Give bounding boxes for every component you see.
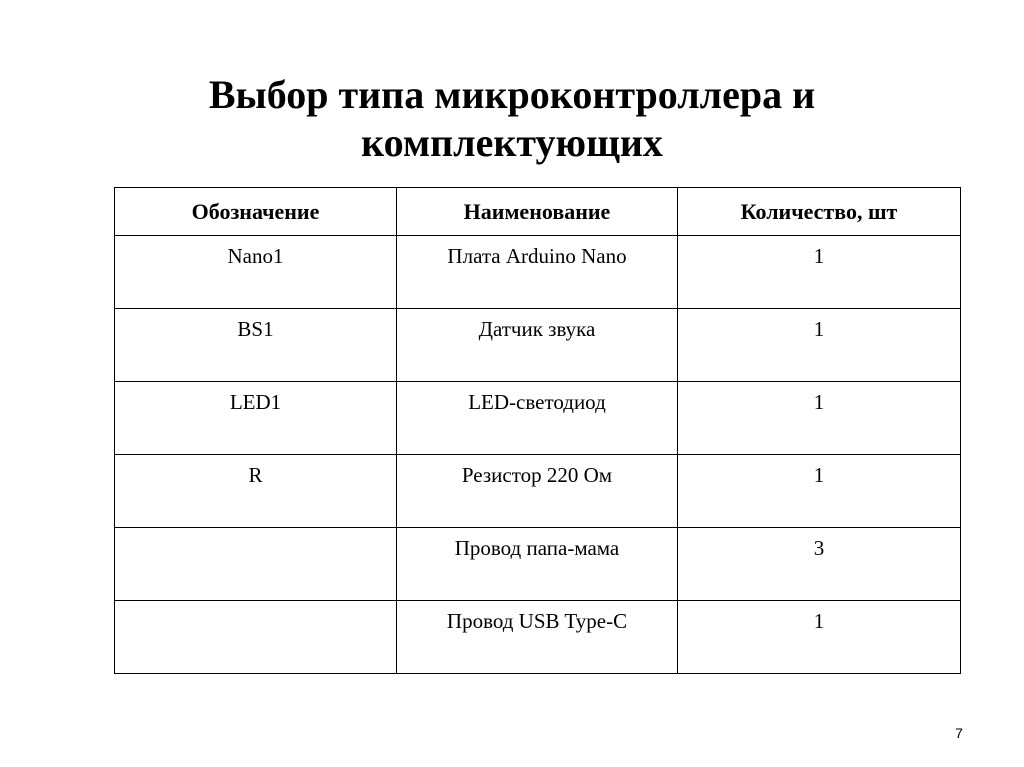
name-cell: Резистор 220 Ом (397, 455, 678, 528)
table-row (115, 382, 961, 455)
page-title (0, 71, 1024, 167)
column-header-quantity: Количество, шт (678, 188, 961, 236)
column-header-designation: Обозначение (115, 188, 397, 236)
quantity-cell: 1 (678, 382, 961, 455)
table-header-row (115, 188, 961, 236)
quantity-cell: 1 (678, 601, 961, 674)
components-table (114, 187, 961, 674)
table-row (115, 528, 961, 601)
quantity-cell: 1 (678, 455, 961, 528)
table-row (115, 236, 961, 309)
quantity-cell: 1 (678, 309, 961, 382)
quantity-cell: 1 (678, 236, 961, 309)
quantity-cell: 3 (678, 528, 961, 601)
designation-cell: LED1 (115, 382, 397, 455)
table-row (115, 309, 961, 382)
column-header-name: Наименование (397, 188, 678, 236)
name-cell: Провод папа-мама (397, 528, 678, 601)
name-cell: Плата Arduino Nano (397, 236, 678, 309)
designation-cell: R (115, 455, 397, 528)
page-title-line-1: Выбор типа микроконтроллера и (208, 71, 816, 117)
designation-cell (115, 528, 397, 601)
designation-cell: Nano1 (115, 236, 397, 309)
page-title-line-2: комплектующих (361, 119, 663, 165)
table-row (115, 601, 961, 674)
designation-cell: BS1 (115, 309, 397, 382)
name-cell: Датчик звука (397, 309, 678, 382)
table-row (115, 455, 961, 528)
name-cell: Провод USB Type-C (397, 601, 678, 674)
name-cell: LED-светодиод (397, 382, 678, 455)
page-number: 7 (955, 725, 963, 741)
designation-cell (115, 601, 397, 674)
